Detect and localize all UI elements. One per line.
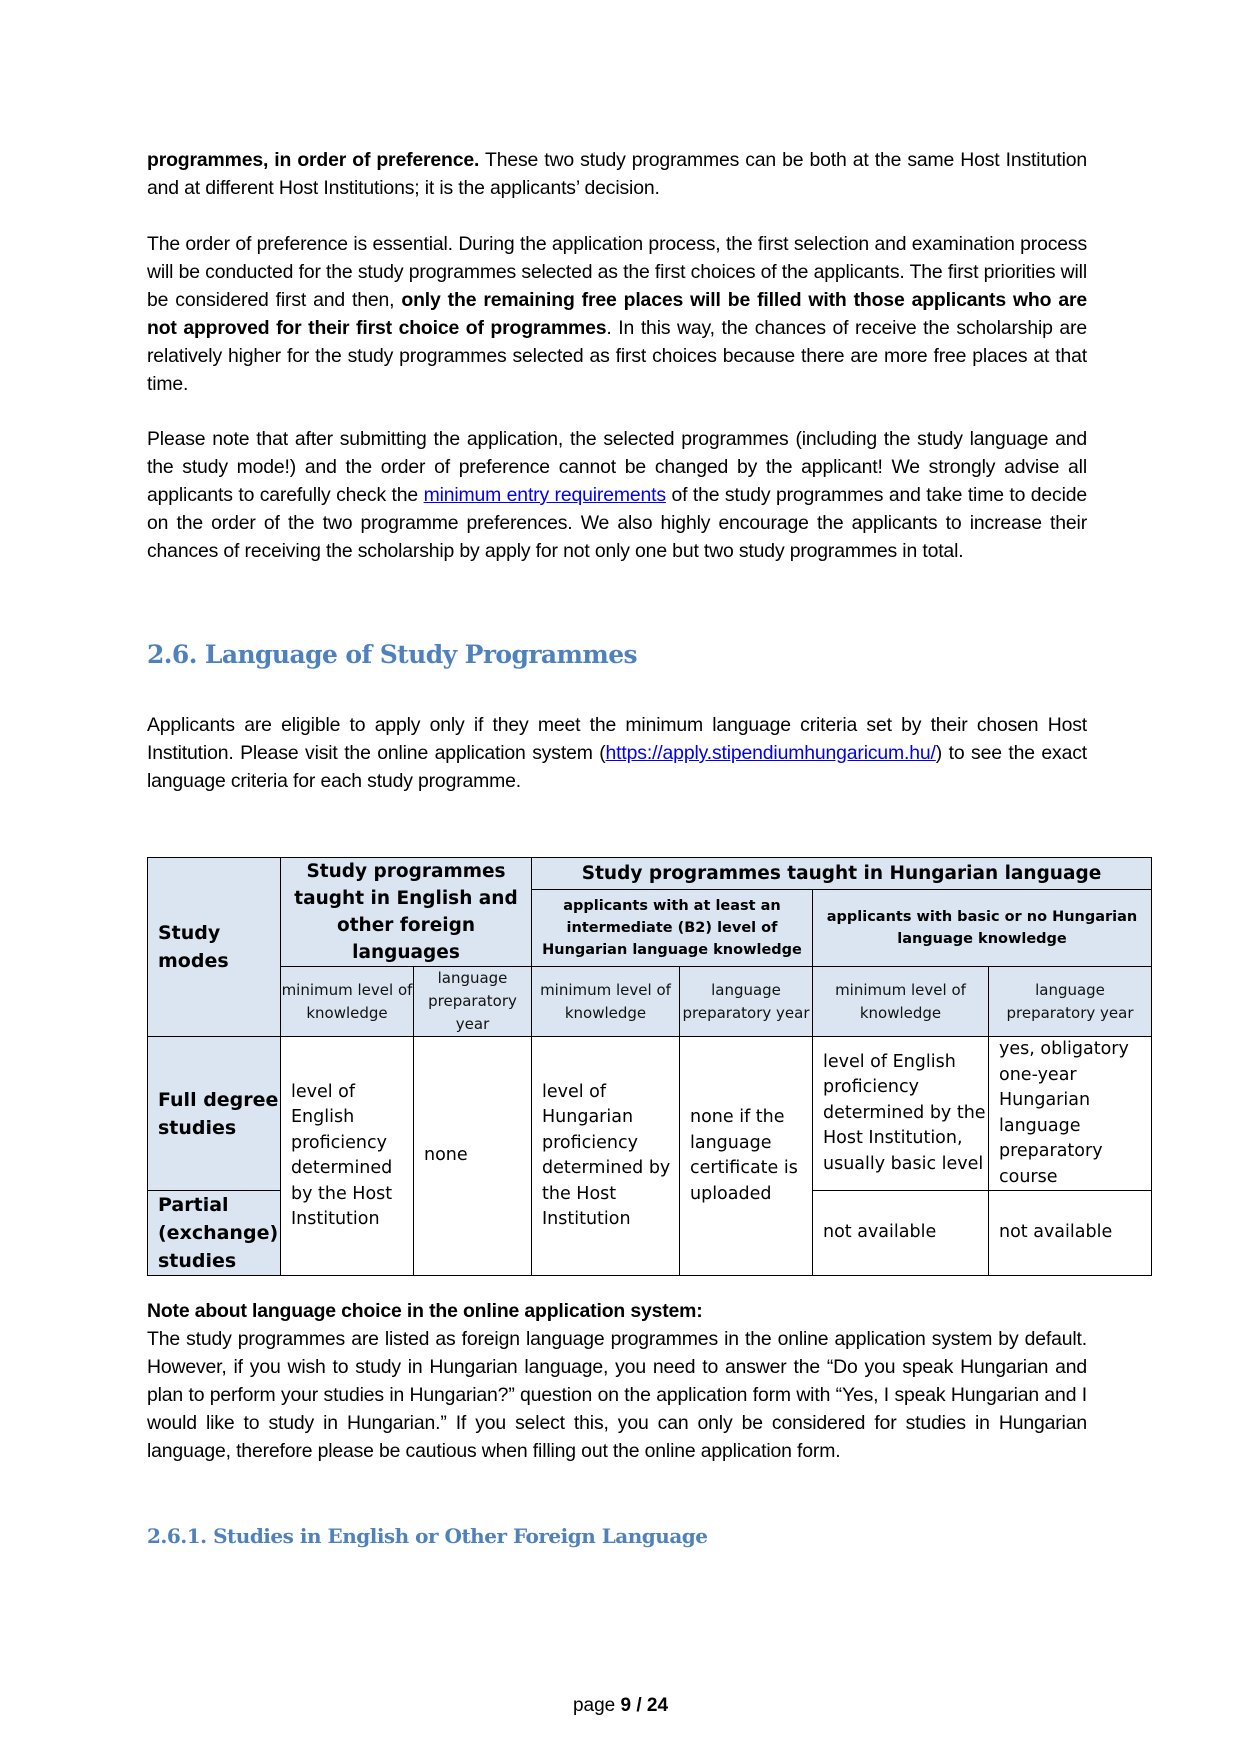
header-hungarian-basic: applicants with basic or no Hungarian language knowledge [813, 889, 1152, 966]
subheader-foreign-prep-year: language preparatory year [414, 967, 532, 1037]
paragraph-text: . In this way, the chances of receive the scholarship are relatively higher for the study programmes selected as first choices because there are more free places at that time. [147, 317, 1087, 395]
cell-foreign-min-level: level of English proficiency determined by the Host Institution [281, 1037, 414, 1276]
application-system-link[interactable]: https://apply.stipendiumhungaricum.hu/ [605, 742, 936, 764]
header-foreign-languages: Study programmes taught in English and other foreign languages [281, 858, 532, 967]
paragraph-order-preference-intro [147, 146, 1087, 202]
bold-emphasis: only the remaining free places will be filled with those applicants who are not approved for their first choice of programmes [147, 289, 1087, 339]
cell-b2-prep-year: none if the language certificate is uploaded [680, 1037, 813, 1276]
language-choice-note [147, 1297, 1087, 1465]
paragraph-text: Please note that after submitting the application, the selected programmes (including the study language and the study mode!) and the order of preference cannot be changed by the applicant! We strongly advise all applicants to carefully check the [147, 428, 1087, 506]
paragraph-text: These two study programmes can be both at the same Host Institution and at different Host Institutions; it is the applicants’ decision. [147, 149, 1087, 199]
paragraph-text: Applicants are eligible to apply only if they meet the minimum language criteria set by their chosen Host Institution. Please visit the online application system ( [147, 714, 1087, 764]
page-number [0, 1695, 1241, 1717]
paragraph-text: ) to see the exact language criteria for each study programme. [147, 742, 1087, 792]
cell-basic-min-level-partial: not available [813, 1191, 989, 1276]
paragraph-text: The order of preference is essential. During the application process, the first selection and examination process will be conducted for the study programmes selected as the first choices of the applicants. The first priorities will be considered first and then, [147, 233, 1087, 311]
cell-b2-min-level: level of Hungarian proficiency determined by the Host Institution [532, 1037, 680, 1276]
subheader-foreign-min-level: minimum level of knowledge [281, 967, 414, 1037]
paragraph-please-note [147, 425, 1087, 565]
subsection-heading: 2.6.1. Studies in English or Other Foreign Language [147, 1524, 708, 1548]
row-full-degree: Full degree studies [148, 1037, 281, 1191]
subheader-b2-min-level: minimum level of knowledge [532, 967, 680, 1037]
paragraph-order-essential [147, 230, 1087, 398]
subheader-basic-prep-year: language preparatory year [989, 967, 1152, 1037]
current-page: 9 [620, 1695, 632, 1716]
paragraph-text: of the study programmes and take time to decide on the order of the two programme preferences. We also highly encourage the applicants to increase their chances of receiving the scholarship by apply for not only one but two study programmes in total. [147, 484, 1088, 562]
subheader-basic-min-level: minimum level of knowledge [813, 967, 989, 1037]
minimum-entry-requirements-link[interactable]: minimum entry requirements [423, 484, 666, 506]
section-heading: 2.6. Language of Study Programmes [147, 640, 638, 669]
paragraph-eligibility [147, 711, 1087, 795]
language-criteria-table [147, 857, 1152, 1276]
page-separator: / [631, 1695, 647, 1716]
page-label: page [572, 1695, 621, 1716]
header-hungarian-language: Study programmes taught in Hungarian language [532, 858, 1152, 890]
row-partial-exchange: Partial (exchange) studies [148, 1191, 281, 1276]
cell-foreign-prep-year: none [414, 1037, 532, 1276]
header-hungarian-b2: applicants with at least an intermediate (B2) level of Hungarian language knowledge [532, 889, 813, 966]
bold-lead: programmes, in order of preference. [147, 149, 480, 171]
note-text: The study programmes are listed as foreign language programmes in the online application system by default. However, if you wish to study in Hungarian language, you need to answer the “Do you speak Hungarian and plan to perform your studies in Hungarian?” question on the application form with “Yes, I speak Hungarian and I would like to study in Hungarian.” If you select this, you can only be considered for studies in Hungarian language, therefore please be cautious when filling out the online application form. [147, 1328, 1087, 1462]
note-title: Note about language choice in the online application system: [147, 1300, 703, 1322]
cell-basic-prep-year-partial: not available [989, 1191, 1152, 1276]
cell-basic-prep-year-full: yes, obligatory one-year Hungarian language preparatory course [989, 1037, 1152, 1191]
total-pages: 24 [646, 1695, 669, 1716]
subheader-b2-prep-year: language preparatory year [680, 967, 813, 1037]
header-study-modes: Study modes [148, 858, 281, 1037]
cell-basic-min-level-full: level of English proficiency determined by the Host Institution, usually basic level [813, 1037, 989, 1191]
